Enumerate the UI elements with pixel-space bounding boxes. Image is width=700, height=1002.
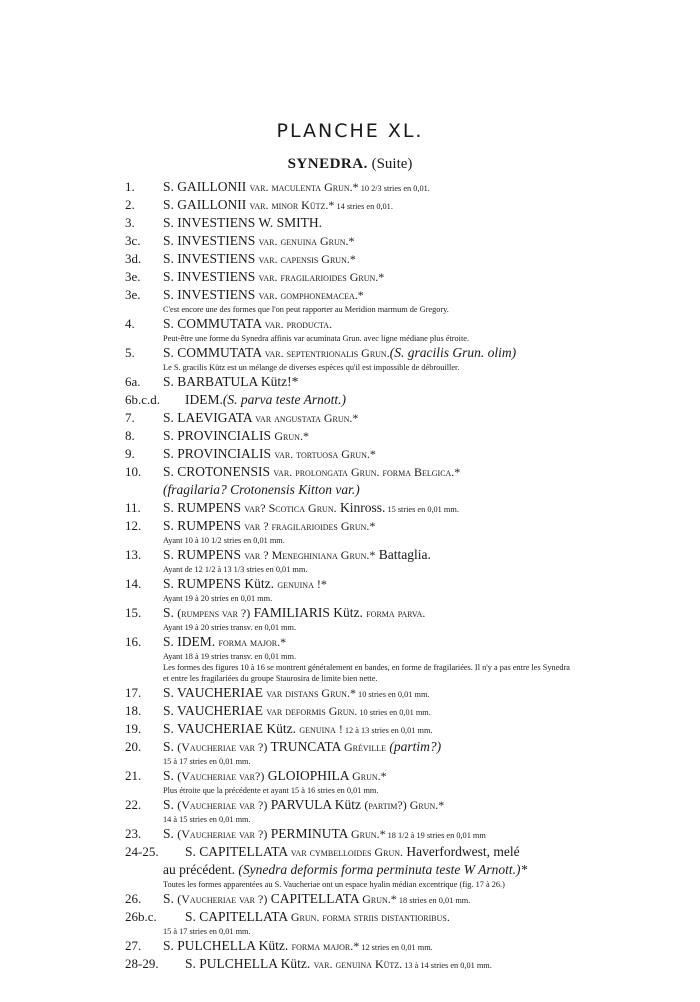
species-entry <box>0 843 700 890</box>
entry-text <box>185 908 450 926</box>
entry-number: 19. <box>125 721 142 736</box>
entry-row <box>0 633 700 651</box>
species-name: S. COMMUTATA <box>163 316 265 331</box>
species-name: S. BARBATULA Kütz!* <box>163 374 299 389</box>
genus-heading <box>0 156 700 173</box>
entry-row <box>0 463 700 481</box>
species-name: S. PULCHELLA Kütz. <box>185 956 314 971</box>
entry-number: 7. <box>125 410 135 425</box>
entry-text <box>163 268 384 286</box>
species-entry <box>0 463 700 499</box>
entry-text <box>163 684 429 704</box>
species-epithet: TRUNCATA <box>267 739 345 754</box>
entry-continuation <box>163 861 700 879</box>
entry-row <box>0 720 700 738</box>
species-name: S. VAUCHERIAE <box>163 703 267 718</box>
entry-row <box>0 890 700 908</box>
entry-row <box>0 391 700 409</box>
variety-name: (Vaucheriae var ?) <box>177 740 268 754</box>
plate-title: PLANCHE XL. <box>276 120 424 142</box>
species-entry <box>0 445 700 463</box>
species-entry <box>0 937 700 955</box>
species-name: S. CROTONENSIS <box>163 464 274 479</box>
species-name: S. RUMPENS <box>163 518 245 533</box>
entry-text <box>185 391 346 409</box>
striae-count: 10 2/3 stries en 0,01. <box>358 184 430 193</box>
species-entry <box>0 633 700 684</box>
species-epithet: FAMILIARIS Kütz. <box>250 605 367 620</box>
species-name: IDEM. <box>185 392 223 407</box>
species-name: S. IDEM. <box>163 634 219 649</box>
species-name: S. <box>163 797 178 812</box>
entry-text <box>163 214 322 232</box>
entry-text <box>163 767 387 785</box>
entry-text <box>163 633 286 651</box>
species-entry <box>0 268 700 286</box>
striae-count: 12 à 13 stries en 0,01 mm. <box>342 726 433 735</box>
variety-name: var ? fragilarioides Grun.* <box>244 519 376 533</box>
variety-name: var. septentrionalis Grun. <box>264 346 390 360</box>
variety-name: var. capensis Grun.* <box>258 252 356 266</box>
entry-text <box>163 232 355 250</box>
species-entry <box>0 767 700 796</box>
entry-number: 6b.c.d. <box>125 392 161 407</box>
species-entry <box>0 344 700 373</box>
species-epithet: Haverfordwest, melé <box>403 844 520 859</box>
entry-text <box>163 445 376 463</box>
entry-number: 18. <box>125 703 142 718</box>
entry-note: Plus étroite que la précédente et ayant 15 à 16 stries en 0,01 mm. <box>163 786 379 795</box>
entry-text <box>163 604 425 622</box>
entry-number: 21. <box>125 768 142 783</box>
entry-row <box>0 373 700 391</box>
species-entry <box>0 196 700 214</box>
species-epithet: Kinross. <box>336 500 386 515</box>
continuation-text: au précédent. <box>163 862 235 877</box>
entry-row <box>0 214 700 232</box>
entry-note: Ayant 10 à 10 1/2 stries en 0,01 mm. <box>163 536 285 545</box>
variety-name: genuina !* <box>277 577 327 591</box>
entry-row <box>0 937 700 955</box>
synonym: (S. parva teste Arnott.) <box>222 392 346 407</box>
entry-number: 16. <box>125 634 142 649</box>
variety-name: var distans Grun.* <box>266 686 356 700</box>
entry-text <box>163 796 444 814</box>
entry-text <box>163 315 332 333</box>
entry-text <box>185 955 492 975</box>
species-entry <box>0 250 700 268</box>
variety-name: (Vaucheriae var ?) <box>177 798 268 812</box>
species-entry <box>0 796 700 825</box>
entry-number: 3d. <box>125 251 142 266</box>
species-epithet: GLOIOPHILA <box>264 768 353 783</box>
variety-name: var? Scotica Grun. <box>244 501 337 515</box>
continuation-text: (fragilaria? Crotonensis Kitton var.) <box>163 482 360 497</box>
entry-note: C'est encore une des formes que l'on peut rapporter au Meridion marmum de Gregory. <box>163 305 449 314</box>
entry-row <box>0 268 700 286</box>
species-list <box>0 178 700 973</box>
variety-name: forma major.* <box>291 939 360 953</box>
entry-text <box>163 463 460 481</box>
variety-name: var angustata Grun.* <box>255 411 359 425</box>
entry-number: 6a. <box>125 374 141 389</box>
variety-name: var. genuina Grun.* <box>258 234 355 248</box>
entry-number: 26. <box>125 891 142 906</box>
species-name: S. <box>163 826 178 841</box>
striae-count: 15 stries en 0,01 mm. <box>385 505 459 514</box>
entry-text <box>163 250 356 268</box>
species-entry <box>0 684 700 702</box>
entry-number: 3. <box>125 215 135 230</box>
variety-name: forma major.* <box>218 635 287 649</box>
authority: Grun.* <box>351 827 386 841</box>
variety-name: Grun. forma striis distantioribus. <box>290 910 450 924</box>
species-name: S. VAUCHERIAE <box>163 685 267 700</box>
entry-row <box>0 575 700 593</box>
entry-row <box>0 315 700 333</box>
entry-number: 12. <box>125 518 142 533</box>
entry-text <box>163 409 358 427</box>
variety-name: var cymbelloides Grun. <box>290 845 404 859</box>
variety-name: (Vaucheriae var ?) <box>177 892 268 906</box>
entry-note: 15 à 17 stries en 0,01 mm. <box>163 757 251 766</box>
entry-number: 14. <box>125 576 142 591</box>
species-entry <box>0 604 700 633</box>
species-entry <box>0 825 700 843</box>
species-name: S. <box>163 891 178 906</box>
genus-suffix: (Suite) <box>371 156 413 172</box>
synonym: (partim?) <box>386 739 442 754</box>
genus-name: SYNEDRA. <box>287 156 368 172</box>
species-entry <box>0 427 700 445</box>
entry-number: 4. <box>125 316 135 331</box>
entry-note: Les formes des figures 10 à 16 se montrent généralement en bandes, en forme de fragilariées. Il n'y a pas entre les Synedra et entre les fragilariées du groupe Staurosira de limite bien nette. <box>163 663 570 683</box>
entry-number: 11. <box>125 500 141 515</box>
variety-name: var. fragilarioides Grun.* <box>258 270 385 284</box>
entry-row <box>0 427 700 445</box>
species-entry <box>0 232 700 250</box>
entry-text <box>185 843 520 861</box>
entry-text <box>163 517 375 535</box>
entry-row <box>0 767 700 785</box>
species-name: S. INVESTIENS <box>163 287 259 302</box>
species-name: S. INVESTIENS <box>163 269 259 284</box>
authority: (partim?) Grun.* <box>364 798 445 812</box>
entry-text <box>163 499 459 519</box>
species-entry <box>0 546 700 575</box>
entry-text <box>163 825 486 845</box>
species-name: S. CAPITELLATA <box>185 844 291 859</box>
entry-continuation <box>163 481 700 499</box>
variety-name: Grun.* <box>274 429 309 443</box>
species-name: S. RUMPENS Kütz. <box>163 576 278 591</box>
species-epithet: PERMINUTA <box>267 826 352 841</box>
entry-number: 17. <box>125 685 142 700</box>
species-name: S. INVESTIENS <box>163 233 259 248</box>
variety-name: var. prolongata Grun. forma Belgica.* <box>273 465 461 479</box>
entry-row <box>0 196 700 214</box>
authority: Grun.* <box>362 892 397 906</box>
entry-row <box>0 409 700 427</box>
striae-count: 10 stries en 0,01 mm. <box>355 690 430 699</box>
species-entry <box>0 373 700 391</box>
species-entry <box>0 517 700 546</box>
entry-number: 9. <box>125 446 135 461</box>
species-entry <box>0 738 700 767</box>
striae-count: 18 stries en 0,01 mm. <box>396 896 471 905</box>
variety-name: var. tortuosa Grun.* <box>274 447 376 461</box>
species-entry <box>0 178 700 196</box>
authority: Grun.* <box>352 769 387 783</box>
entry-text <box>163 427 309 445</box>
entry-number: 26b.c. <box>125 909 157 924</box>
entry-text <box>163 344 516 362</box>
entry-text <box>163 286 364 304</box>
entry-row <box>0 250 700 268</box>
entry-note: Ayant 19 à 20 stries transv. en 0,01 mm. <box>163 623 297 632</box>
entry-note: Ayant de 12 1/2 à 13 1/3 stries en 0,01 mm. <box>163 565 308 574</box>
entry-text <box>163 373 298 391</box>
entry-number: 10. <box>125 464 142 479</box>
entry-row <box>0 955 700 973</box>
entry-note: Ayant 18 à 19 stries transv. en 0,01 mm. <box>163 652 297 661</box>
species-entry <box>0 575 700 604</box>
authority: forma parva. <box>366 606 426 620</box>
entry-row <box>0 796 700 814</box>
variety-name: var. producta. <box>264 317 333 331</box>
entry-number: 1. <box>125 179 135 194</box>
species-entry <box>0 315 700 344</box>
entry-text <box>163 720 432 740</box>
entry-text <box>163 178 430 198</box>
species-entry <box>0 908 700 937</box>
entry-number: 3c. <box>125 233 141 248</box>
species-epithet: Battaglia. <box>375 547 431 562</box>
species-name: S. CAPITELLATA <box>185 909 291 924</box>
entry-row <box>0 738 700 756</box>
species-entry <box>0 391 700 409</box>
continuation-synonym: (Synedra deformis forma perminuta teste W Arnott.)* <box>234 862 528 877</box>
variety-name: var. minor Kütz.* <box>249 198 335 212</box>
variety-name: var. genuina Kütz. <box>313 957 403 971</box>
species-entry <box>0 409 700 427</box>
entry-number: 22. <box>125 797 142 812</box>
species-name: S. PULCHELLA Kütz. <box>163 938 292 953</box>
entry-row <box>0 908 700 926</box>
entry-row <box>0 546 700 564</box>
entry-number: 5. <box>125 345 135 360</box>
species-entry <box>0 702 700 720</box>
authority: Gréville <box>344 740 387 754</box>
striae-count: 14 stries en 0,01. <box>334 202 393 211</box>
species-name: S. <box>163 768 178 783</box>
entry-row <box>0 499 700 517</box>
entry-row <box>0 825 700 843</box>
entry-row <box>0 232 700 250</box>
entry-row <box>0 604 700 622</box>
entry-number: 2. <box>125 197 135 212</box>
species-name: S. COMMUTATA <box>163 345 265 360</box>
species-name: S. INVESTIENS W. SMITH. <box>163 215 323 230</box>
entry-note: Peut-être une forme du Synedra affinis var acuminata Grun. avec ligne médiane plus étroite. <box>163 334 470 343</box>
species-entry <box>0 955 700 973</box>
species-entry <box>0 286 700 315</box>
species-name: S. GAILLONII <box>163 179 250 194</box>
striae-count: 18 1/2 à 19 stries en 0,01 mm <box>385 831 486 840</box>
entry-number: 13. <box>125 547 142 562</box>
entry-row <box>0 517 700 535</box>
entry-row <box>0 702 700 720</box>
entry-row <box>0 344 700 362</box>
entry-text <box>163 937 433 957</box>
species-epithet: PARVULA Kütz <box>267 797 365 812</box>
species-epithet: CAPITELLATA <box>267 891 363 906</box>
striae-count: 13 à 14 stries en 0,01 mm. <box>402 961 492 970</box>
variety-name: genuina ! <box>299 722 343 736</box>
entry-text <box>163 575 327 593</box>
species-name: S. RUMPENS <box>163 500 245 515</box>
species-name: S. VAUCHERIAE Kütz. <box>163 721 300 736</box>
variety-name: var ? Meneghiniana Grun.* <box>244 548 376 562</box>
variety-name: var deformis Grun. <box>266 704 358 718</box>
species-name: S. LAEVIGATA <box>163 410 256 425</box>
species-name: S. <box>163 605 178 620</box>
species-name: S. <box>163 739 178 754</box>
entry-text <box>163 546 431 564</box>
variety-name: var. maculenta Grun.* <box>249 180 359 194</box>
entry-text <box>163 890 470 910</box>
entry-row <box>0 178 700 196</box>
entry-row <box>0 445 700 463</box>
entry-number: 27. <box>125 938 142 953</box>
species-name: S. PROVINCIALIS <box>163 428 275 443</box>
species-name: S. PROVINCIALIS <box>163 446 275 461</box>
entry-number: 3e. <box>125 269 141 284</box>
variety-name: (Vaucheriae var ?) <box>177 827 268 841</box>
species-entry <box>0 890 700 908</box>
entry-note: 15 à 17 stries en 0,01 mm. <box>163 927 251 936</box>
species-name: S. RUMPENS <box>163 547 245 562</box>
striae-count: 10 stries en 0,01 mm. <box>357 708 431 717</box>
entry-note: Le S. gracilis Kütz est un mélange de diverses espèces qu'il est impossible de débrouiller. <box>163 363 460 372</box>
entry-row <box>0 684 700 702</box>
variety-name: (Vaucheriae var?) <box>177 769 265 783</box>
synonym: (S. gracilis Grun. olim) <box>389 345 517 360</box>
entry-text <box>163 196 393 216</box>
species-name: S. INVESTIENS <box>163 251 259 266</box>
species-entry <box>0 720 700 738</box>
entry-note: Ayant 19 à 20 stries en 0,01 mm. <box>163 594 273 603</box>
variety-name: var. gomphonemacea.* <box>258 288 364 302</box>
entry-notes <box>163 651 571 684</box>
entry-number: 28-29. <box>125 956 159 971</box>
entry-number: 3e. <box>125 287 141 302</box>
entry-number: 8. <box>125 428 135 443</box>
entry-text <box>163 738 441 756</box>
entry-text <box>163 702 431 722</box>
entry-number: 23. <box>125 826 142 841</box>
entry-number: 20. <box>125 739 142 754</box>
species-entry <box>0 499 700 517</box>
entry-row <box>0 286 700 304</box>
striae-count: 12 stries en 0,01 mm. <box>359 943 433 952</box>
entry-number: 15. <box>125 605 142 620</box>
entry-note: Toutes les formes apparentées au S. Vaucheriae ont un espace hyalin médian excentrique (fig. 17 à 26.) <box>163 880 505 889</box>
entry-note: 14 à 15 stries en 0,01 mm. <box>163 815 251 824</box>
species-entry <box>0 214 700 232</box>
species-name: S. GAILLONII <box>163 197 250 212</box>
entry-row <box>0 843 700 861</box>
entry-number: 24-25. <box>125 844 159 859</box>
variety-name: (rumpens var ?) <box>177 606 251 620</box>
